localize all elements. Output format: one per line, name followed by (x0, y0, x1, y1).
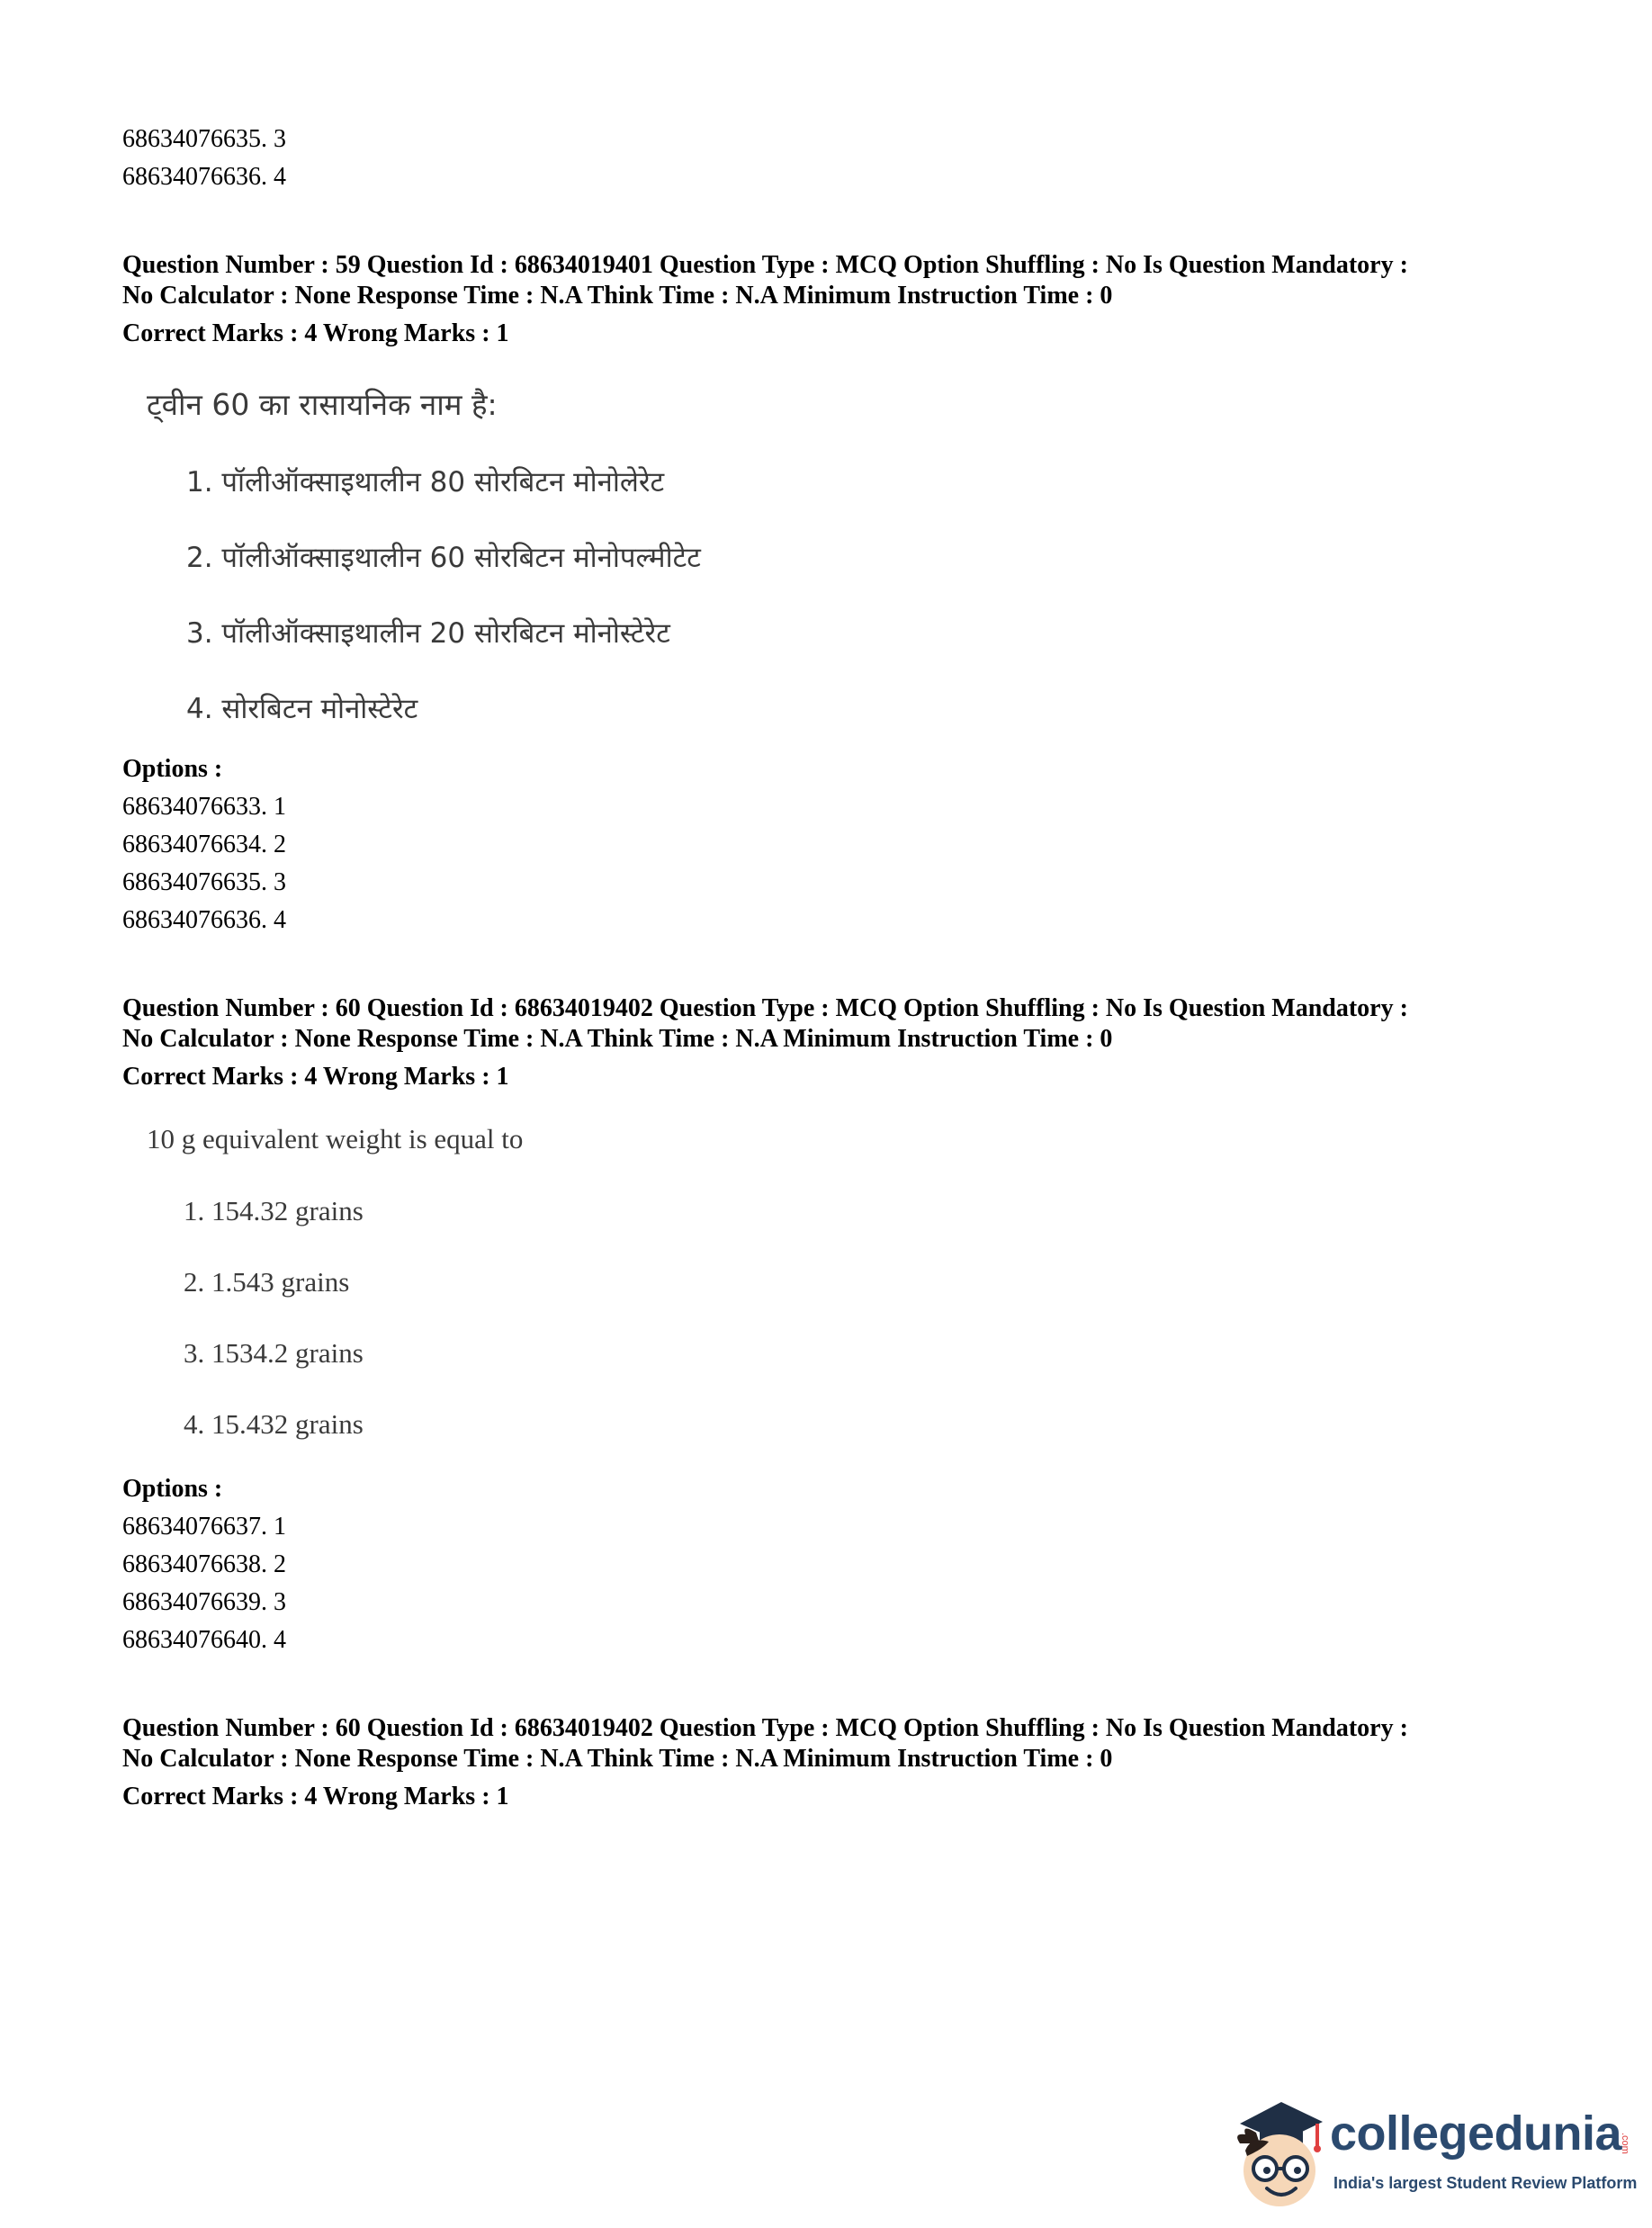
question-60-marks: Correct Marks : 4 Wrong Marks : 1 (122, 1063, 509, 1091)
question-59-header-line1: Question Number : 59 Question Id : 68634019401 Question Type : MCQ Option Shuffling : No Is Question Mandatory : (122, 251, 1408, 279)
mascot-icon (1224, 2097, 1332, 2214)
collegedunia-logo (1224, 2097, 1638, 2214)
question-60-text: 10 g equivalent weight is equal to (147, 1123, 524, 1154)
question-60-choice: 1. 154.32 grains (184, 1195, 364, 1226)
option-line: 68634076637. 1 (122, 1513, 286, 1541)
question-59-choice: 3. पॉलीऑक्साइथालीन 20 सोरबिटन मोनोस्टेरेट (186, 617, 670, 650)
option-line: 68634076633. 1 (122, 793, 286, 821)
question-59-text: ट्वीन 60 का रासायनिक नाम है: (147, 387, 498, 422)
question-60-header-line2: No Calculator : None Response Time : N.A Think Time : N.A Minimum Instruction Time : 0 (122, 1025, 1113, 1053)
logo-tagline: India's largest Student Review Platform (1333, 2174, 1638, 2192)
option-line: 68634076636. 4 (122, 163, 286, 191)
question-59-choice: 4. सोरबिटन मोनोस्टेरेट (186, 693, 418, 725)
question-60-repeat-marks: Correct Marks : 4 Wrong Marks : 1 (122, 1783, 509, 1810)
question-60-choice: 2. 1.543 grains (184, 1266, 350, 1298)
question-60-choice: 3. 1534.2 grains (184, 1337, 364, 1369)
question-60-options-label: Options : (122, 1475, 223, 1503)
question-60-choice: 4. 15.432 grains (184, 1408, 364, 1440)
option-line: 68634076639. 3 (122, 1588, 286, 1616)
logo-suffix: .com (1620, 2133, 1630, 2154)
option-line: 68634076636. 4 (122, 906, 286, 934)
option-line: 68634076635. 3 (122, 125, 286, 153)
question-60-header-line1: Question Number : 60 Question Id : 68634019402 Question Type : MCQ Option Shuffling : No Is Question Mandatory : (122, 994, 1408, 1022)
question-60-repeat-header-line2: No Calculator : None Response Time : N.A Think Time : N.A Minimum Instruction Time : 0 (122, 1745, 1113, 1773)
option-line: 68634076635. 3 (122, 868, 286, 896)
question-59-choice: 2. पॉलीऑक्साइथालीन 60 सोरबिटन मोनोपल्मीटेट (186, 542, 701, 574)
question-60-repeat-header-line1: Question Number : 60 Question Id : 68634019402 Question Type : MCQ Option Shuffling : No Is Question Mandatory : (122, 1714, 1408, 1742)
logo-wordmark: collegedunia (1330, 2107, 1622, 2161)
option-line: 68634076640. 4 (122, 1626, 286, 1654)
question-59-marks: Correct Marks : 4 Wrong Marks : 1 (122, 319, 509, 347)
option-line: 68634076634. 2 (122, 831, 286, 858)
question-59-options-label: Options : (122, 755, 223, 783)
question-59-header-line2: No Calculator : None Response Time : N.A Think Time : N.A Minimum Instruction Time : 0 (122, 282, 1113, 310)
question-59-choice: 1. पॉलीऑक्साइथालीन 80 सोरबिटन मोनोलेरेट (186, 466, 665, 499)
option-line: 68634076638. 2 (122, 1550, 286, 1578)
